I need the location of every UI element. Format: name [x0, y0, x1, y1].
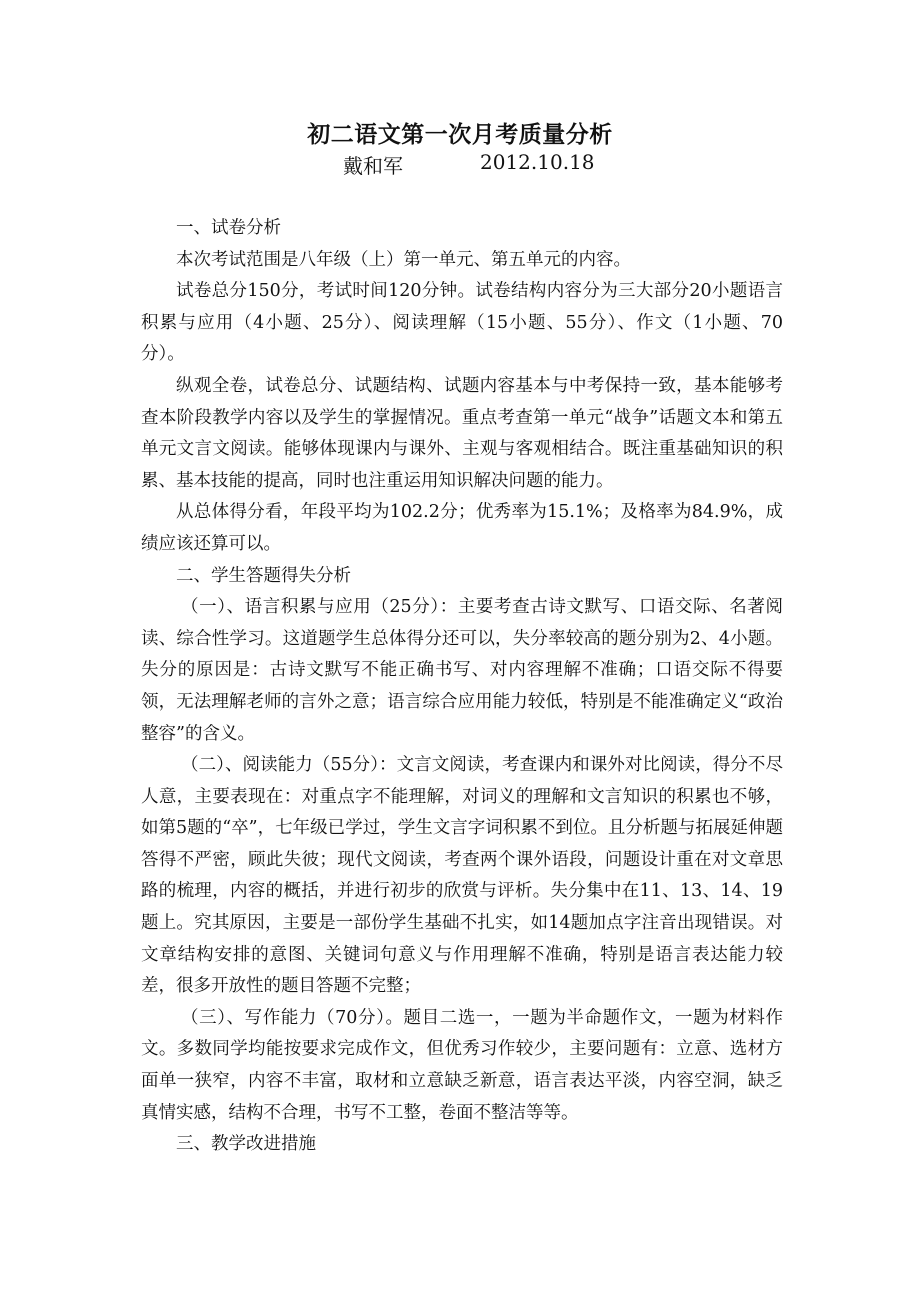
- paragraph-score-summary: 从总体得分看，年段平均为102.2分；优秀率为15.1%；及格率为84.9%，成绩应该还算可以。: [141, 502, 783, 554]
- document-body: [141, 213, 783, 1161]
- document-date: 2012.10.18: [480, 150, 595, 174]
- author-name: 戴和军: [343, 154, 403, 178]
- paragraph-overall-review: 纵观全卷，试卷总分、试题结构、试题内容基本与中考保持一致，基本能够考查本阶段教学内容以及学生的掌握情况。重点考查第一单元“战争”话题文本和第五单元文言文阅读。能够体现课内与课外、主观与客观相结合。既注重基础知识的积累、基本技能的提高，同时也注重运用知识解决问题的能力。: [141, 375, 783, 491]
- paragraph-writing-ability: （三）、写作能力（70分）。题目二选一，一题为半命题作文，一题为材料作文。多数同学均能按要求完成作文，但优秀习作较少，主要问题有：立意、选材方面单一狭窄，内容不丰富，取材和立意缺乏新意，语言表达平淡，内容空洞，缺乏真情实感，结构不合理，书写不工整，卷面不整洁等等。: [141, 1007, 783, 1123]
- section-heading-exam-analysis: 一、试卷分析: [176, 218, 281, 238]
- document-title: 初二语文第一次月考质量分析: [307, 121, 613, 148]
- section-heading-answer-analysis: 二、学生答题得失分析: [176, 565, 351, 586]
- paragraph-reading-ability: （二）、阅读能力（55分）：文言文阅读，考查课内和课外对比阅读，得分不尽人意，主要表现在：对重点字不能理解，对词义的理解和文言知识的积累也不够，如第5题的“卒”，七年级已学过，学生文言字词积累不到位。且分析题与拓展延伸题答得不严密，顾此失彼；现代文阅读，考查两个课外语段，问题设计重在对文章思路的梳理，内容的概括，并进行初步的欣赏与评析。失分集中在11、13、14、19题上。究其原因，主要是一部份学生基础不扎实，如14题加点字注音出现错误。对文章结构安排的意图、关键词句意义与作用理解不准确，特别是语言表达能力较差，很多开放性的题目答题不完整；: [141, 755, 783, 997]
- section-heading-improvement: 三、教学改进措施: [176, 1134, 316, 1155]
- paragraph-language-accumulation: （一）、语言积累与应用（25分）：主要考查古诗文默写、口语交际、名著阅读、综合性学习。这道题学生总体得分还可以，失分率较高的题分别为2、4小题。失分的原因是：古诗文默写不能正确书写、对内容理解不准确；口语交际不得要领，无法理解老师的言外之意；语言综合应用能力较低，特别是不能准确定义“政治整容”的含义。: [141, 597, 783, 744]
- paragraph-exam-scope: 本次考试范围是八年级（上）第一单元、第五单元的内容。: [176, 249, 631, 270]
- paragraph-exam-structure: 试卷总分150分，考试时间120分钟。试卷结构内容分为三大部分20小题语言积累与应用（4小题、25分）、阅读理解（15小题、55分）、作文（1小题、70分）。: [141, 281, 783, 365]
